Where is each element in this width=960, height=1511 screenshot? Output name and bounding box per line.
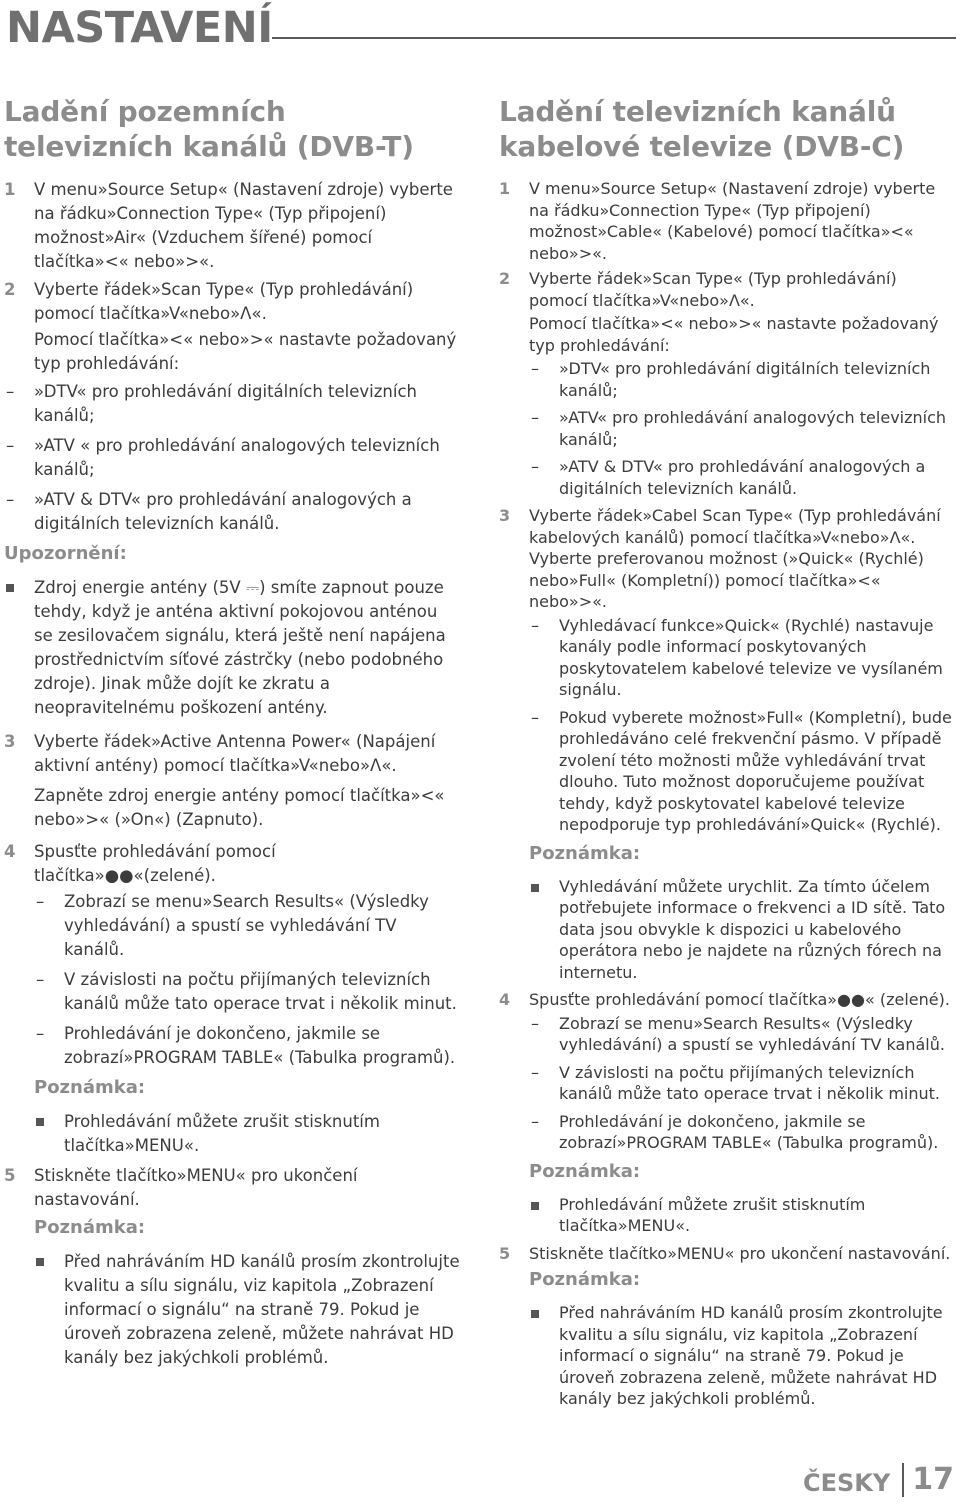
left-step-2-subitems (4, 380, 460, 536)
step-number: 3 (4, 732, 16, 751)
step-number: 2 (4, 280, 16, 299)
list-item: – »ATV & DTV« pro prohledávání analogových a digitálních televizních kanálů. (6, 490, 412, 533)
dash-bullet: – (6, 382, 15, 401)
left-step-5 (4, 1164, 460, 1370)
page-title: NASTAVENÍ (6, 3, 273, 53)
step-number: 5 (4, 1166, 16, 1185)
note-heading: Poznámka: (34, 1217, 146, 1238)
dash-bullet: – (531, 1062, 539, 1082)
note-item: Prohledávání můžete zrušit stisknutím tlačítka»MENU«. (34, 1110, 460, 1158)
square-bullet-icon (531, 1310, 539, 1318)
step-number: 2 (499, 269, 511, 288)
dash-bullet: – (36, 1024, 45, 1043)
step-text: Vyberte řádek»Active Antenna Power« (Napájení aktivní antény) pomocí tlačítka»V«nebo»Λ«. (34, 732, 436, 775)
note-item: Vyhledávání můžete urychlit. Za tímto účelem potřebujete informace o frekvenci a ID sítě. Tato data jsou obvykle k dispozici u kabelového operátora nebo je najdete na různých fórech na internetu. (529, 876, 955, 984)
dash-bullet: – (36, 892, 45, 911)
dash-bullet: – (6, 436, 15, 455)
left-column (4, 94, 460, 1376)
list-item: – »ATV « pro prohledávání analogových televizních kanálů; (6, 436, 440, 479)
left-step-1 (4, 178, 460, 274)
list-item: – Prohledávání je dokončeno, jakmile se zobrazí»PROGRAM TABLE« (Tabulka programů). (531, 1111, 939, 1152)
step-text-2: Pomocí tlačítka»<« nebo»>« nastavte požadovaný typ prohledávání: (529, 314, 939, 355)
dash-bullet: – (531, 1111, 539, 1131)
list-item: – »DTV« pro prohledávání digitálních televizních kanálů; (531, 359, 931, 400)
left-heading: Ladění pozemních televizních kanálů (DVB-T) (4, 95, 414, 163)
right-step-3 (499, 505, 955, 983)
step-text: Spusťte prohledávání pomocí tlačítka»●●« (zelené). (529, 990, 950, 1009)
right-step-4 (499, 989, 955, 1237)
square-bullet-icon (36, 1118, 44, 1126)
list-item: – V závislosti na počtu přijímaných televizních kanálů může tato operace trvat i několik minut. (36, 970, 457, 1013)
step-text-2: Zapněte zdroj energie antény pomocí tlačítka»<« nebo»>« (»On«) (Zapnuto). (34, 786, 445, 829)
step-text: Spusťte prohledávání pomocí tlačítka»●●«(zelené). (34, 842, 276, 885)
list-item: – »ATV & DTV« pro prohledávání analogových a digitálních televizních kanálů. (531, 457, 926, 498)
dash-bullet: – (531, 359, 539, 378)
list-item: – Zobrazí se menu»Search Results« (Výsledky vyhledávání) a spustí se vyhledávání TV kanálů. (531, 1013, 945, 1054)
page-footer (803, 1463, 954, 1497)
note-heading: Poznámka: (34, 1077, 146, 1098)
square-bullet-icon (531, 884, 539, 892)
list-item: – Zobrazí se menu»Search Results« (Výsledky vyhledávání) a spustí se vyhledávání TV kanálů. (36, 892, 429, 959)
left-step-2 (4, 278, 460, 376)
list-item: – Prohledávání je dokončeno, jakmile se zobrazí»PROGRAM TABLE« (Tabulka programů). (36, 1024, 456, 1067)
step-number: 1 (4, 180, 16, 199)
dash-bullet: – (531, 615, 539, 635)
page-number: 17 (902, 1463, 954, 1497)
step-text-2: Pomocí tlačítka»<« nebo»>« nastavte požadovaný typ prohledávání: (34, 330, 457, 373)
note-item: Prohledávání můžete zrušit stisknutím tlačítka»MENU«. (529, 1194, 955, 1237)
square-bullet-icon (6, 584, 14, 592)
right-step-2 (499, 268, 955, 499)
step-number: 4 (4, 842, 16, 861)
dash-bullet: – (36, 970, 45, 989)
dash-bullet: – (531, 457, 539, 476)
right-column (499, 94, 955, 1416)
dash-bullet: – (531, 707, 539, 727)
step-text: Vyberte řádek»Scan Type« (Typ prohledávání) pomocí tlačítka»V«nebo»Λ«. (34, 280, 414, 323)
warning-heading: Upozornění: (4, 543, 127, 564)
list-item: – »DTV« pro prohledávání digitálních televizních kanálů; (6, 382, 417, 425)
title-rule (272, 37, 956, 39)
footer-language: ČESKY (802, 1469, 891, 1497)
left-step-4 (4, 840, 460, 1158)
step-number: 3 (499, 506, 511, 525)
step-text: Stiskněte tlačítko»MENU« pro ukončení nastavování. (34, 1166, 358, 1209)
left-step-3 (4, 730, 460, 832)
step-number: 5 (499, 1243, 511, 1263)
note-heading: Poznámka: (529, 1269, 641, 1290)
dash-bullet: – (531, 408, 539, 427)
list-item: – Vyhledávací funkce»Quick« (Rychlé) nastavuje kanály podle informací poskytovaných poskytovatelem kabelové televize ve vysílaném signálu. (531, 615, 943, 699)
warning-item: Zdroj energie antény (5V ⎓) smíte zapnout pouze tehdy, když je anténa aktivní pokojovou anténou se zesilovačem signálu, která ještě není napájena prostřednictvím síťové zástrčky (nebo podobného zdroje). Jinak může dojít ke zkratu a neopravitelnému poškození antény. (4, 576, 460, 720)
step-number: 1 (499, 179, 511, 198)
square-bullet-icon (531, 1202, 539, 1210)
list-item: – »ATV« pro prohledávání analogových televizních kanálů; (531, 408, 947, 449)
note-item: Před nahráváním HD kanálů prosím zkontrolujte kvalitu a sílu signálu, viz kapitola „Zobrazení informací o signálu“ na straně 79. Pokud je úroveň zobrazena zeleně, můžete nahrávat HD kanály bez jakýchkoli problémů. (529, 1302, 955, 1410)
list-item: – Pokud vyberete možnost»Full« (Kompletní), bude prohledáváno celé frekvenční pásmo. V případě zvolení této možnosti může vyhledávání trvat dlouho. Tuto možnost doporučujeme používat tehdy, když poskytovatel kabelové televize nepodporuje typ prohledávání»Quick« (Rychlé). (531, 707, 952, 834)
step-number: 4 (499, 990, 511, 1009)
step-text: Vyberte řádek»Scan Type« (Typ prohledávání) pomocí tlačítka»V«nebo»Λ«. (529, 269, 897, 310)
square-bullet-icon (36, 1258, 44, 1266)
note-heading: Poznámka: (529, 842, 641, 864)
step-text: V menu»Source Setup« (Nastavení zdroje) vyberte na řádku»Connection Type« (Typ připojení) možnost»Air« (Vzduchem šířené) pomocí tlačítka»<« nebo»>«. (34, 180, 453, 271)
right-heading: Ladění televizních kanálů kabelové televize (DVB-C) (499, 95, 905, 163)
step-text: Vyberte řádek»Cabel Scan Type« (Typ prohledávání kabelových kanálů) pomocí tlačítka»V«nebo»Λ«. Vyberte preferovanou možnost (»Quick« (Rychlé) nebo»Full« (Kompletní)) pomocí tlačítka»<« nebo»>«. (529, 506, 941, 611)
right-step-1 (499, 178, 955, 264)
list-item: – V závislosti na počtu přijímaných televizních kanálů může tato operace trvat i několik minut. (531, 1062, 940, 1103)
step-text: V menu»Source Setup« (Nastavení zdroje) vyberte na řádku»Connection Type« (Typ připojení) možnost»Cable« (Kabelové) pomocí tlačítka»<« nebo»>«. (529, 179, 936, 263)
dash-bullet: – (6, 490, 15, 509)
note-heading: Poznámka: (529, 1160, 641, 1182)
step-text: Stiskněte tlačítko»MENU« pro ukončení nastavování. (529, 1243, 951, 1263)
note-item: Před nahráváním HD kanálů prosím zkontrolujte kvalitu a sílu signálu, viz kapitola „Zobrazení informací o signálu“ na straně 79. Pokud je úroveň zobrazena zeleně, můžete nahrávat HD kanály bez jakýchkoli problémů. (34, 1250, 460, 1370)
dash-bullet: – (531, 1013, 539, 1033)
right-step-5 (499, 1243, 955, 1410)
